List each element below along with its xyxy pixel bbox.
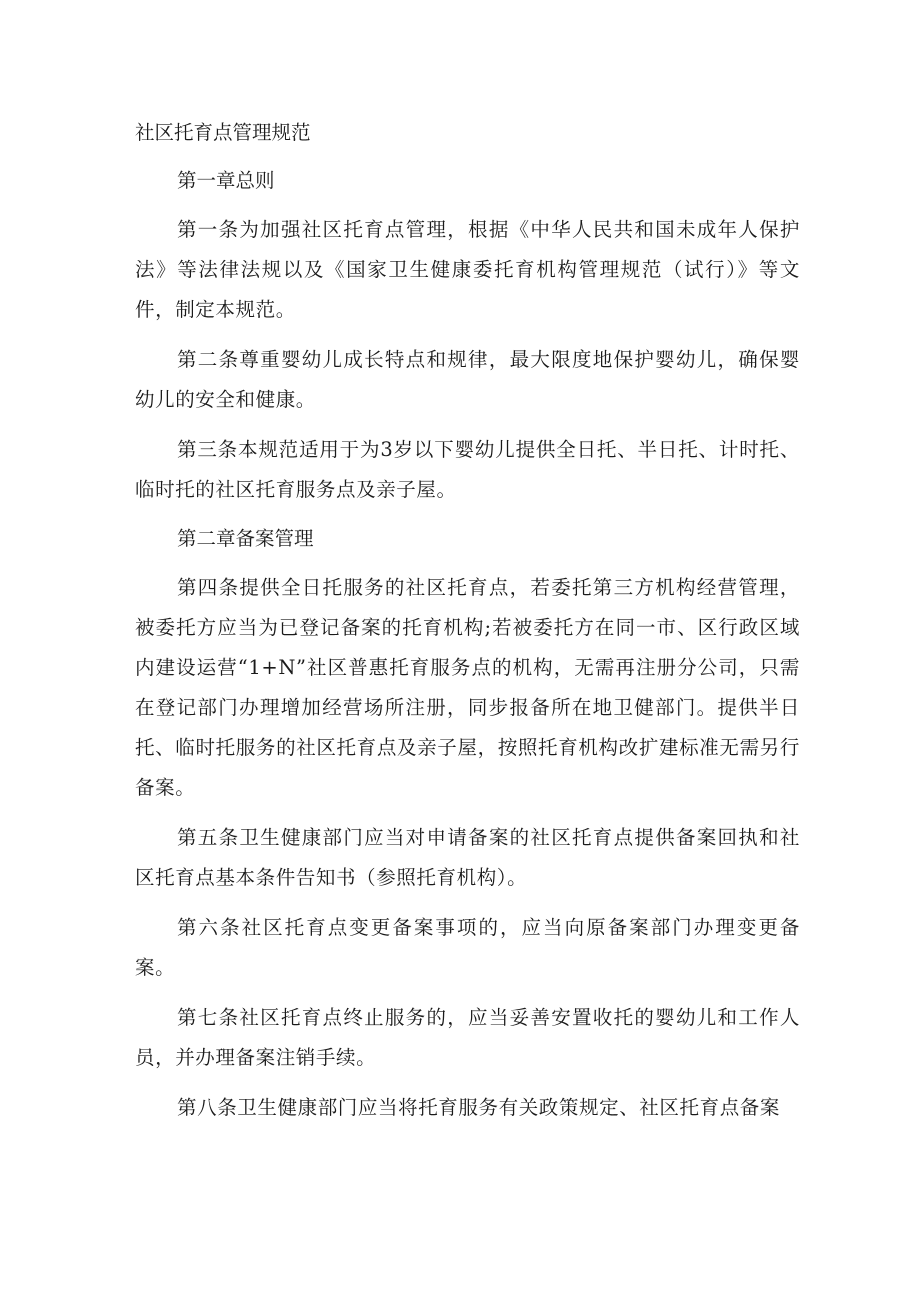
- article-3: 第三条本规范适用于为3岁以下婴幼儿提供全日托、半日托、计时托、临时托的社区托育服务点及亲子屋。: [135, 438, 800, 501]
- document-body: [135, 114, 800, 1138]
- chapter-heading-2: 第二章备案管理: [177, 527, 314, 550]
- article-2: 第二条尊重婴幼儿成长特点和规律，最大限度地保护婴幼儿，确保婴幼儿的安全和健康。: [135, 348, 800, 411]
- article-8: 第八条卫生健康部门应当将托育服务有关政策规定、社区托育点备案: [177, 1096, 781, 1119]
- chapter-heading-1: 第一章总则: [177, 169, 275, 192]
- document-title: 社区托育点管理规范: [135, 121, 311, 144]
- article-6: 第六条社区托育点变更备案事项的，应当向原备案部门办理变更备案。: [135, 916, 800, 979]
- article-1: 第一条为加强社区托育点管理，根据《中华人民共和国未成年人保护法》等法律法规以及《国家卫生健康委托育机构管理规范（试行）》等文件，制定本规范。: [135, 218, 800, 321]
- article-5: 第五条卫生健康部门应当对申请备案的社区托育点提供备案回执和社区托育点基本条件告知书（参照托育机构）。: [135, 826, 800, 889]
- article-7: 第七条社区托育点终止服务的，应当妥善安置收托的婴幼儿和工作人员，并办理备案注销手续。: [135, 1006, 800, 1069]
- article-4: 第四条提供全日托服务的社区托育点，若委托第三方机构经营管理，被委托方应当为已登记备案的托育机构;若被委托方在同一市、区行政区域内建设运营“1+N”社区普惠托育服务点的机构，无需再注册分公司，只需在登记部门办理增加经营场所注册，同步报备所在地卫健部门。提供半日托、临时托服务的社区托育点及亲子屋，按照托育机构改扩建标准无需另行备案。: [135, 576, 800, 799]
